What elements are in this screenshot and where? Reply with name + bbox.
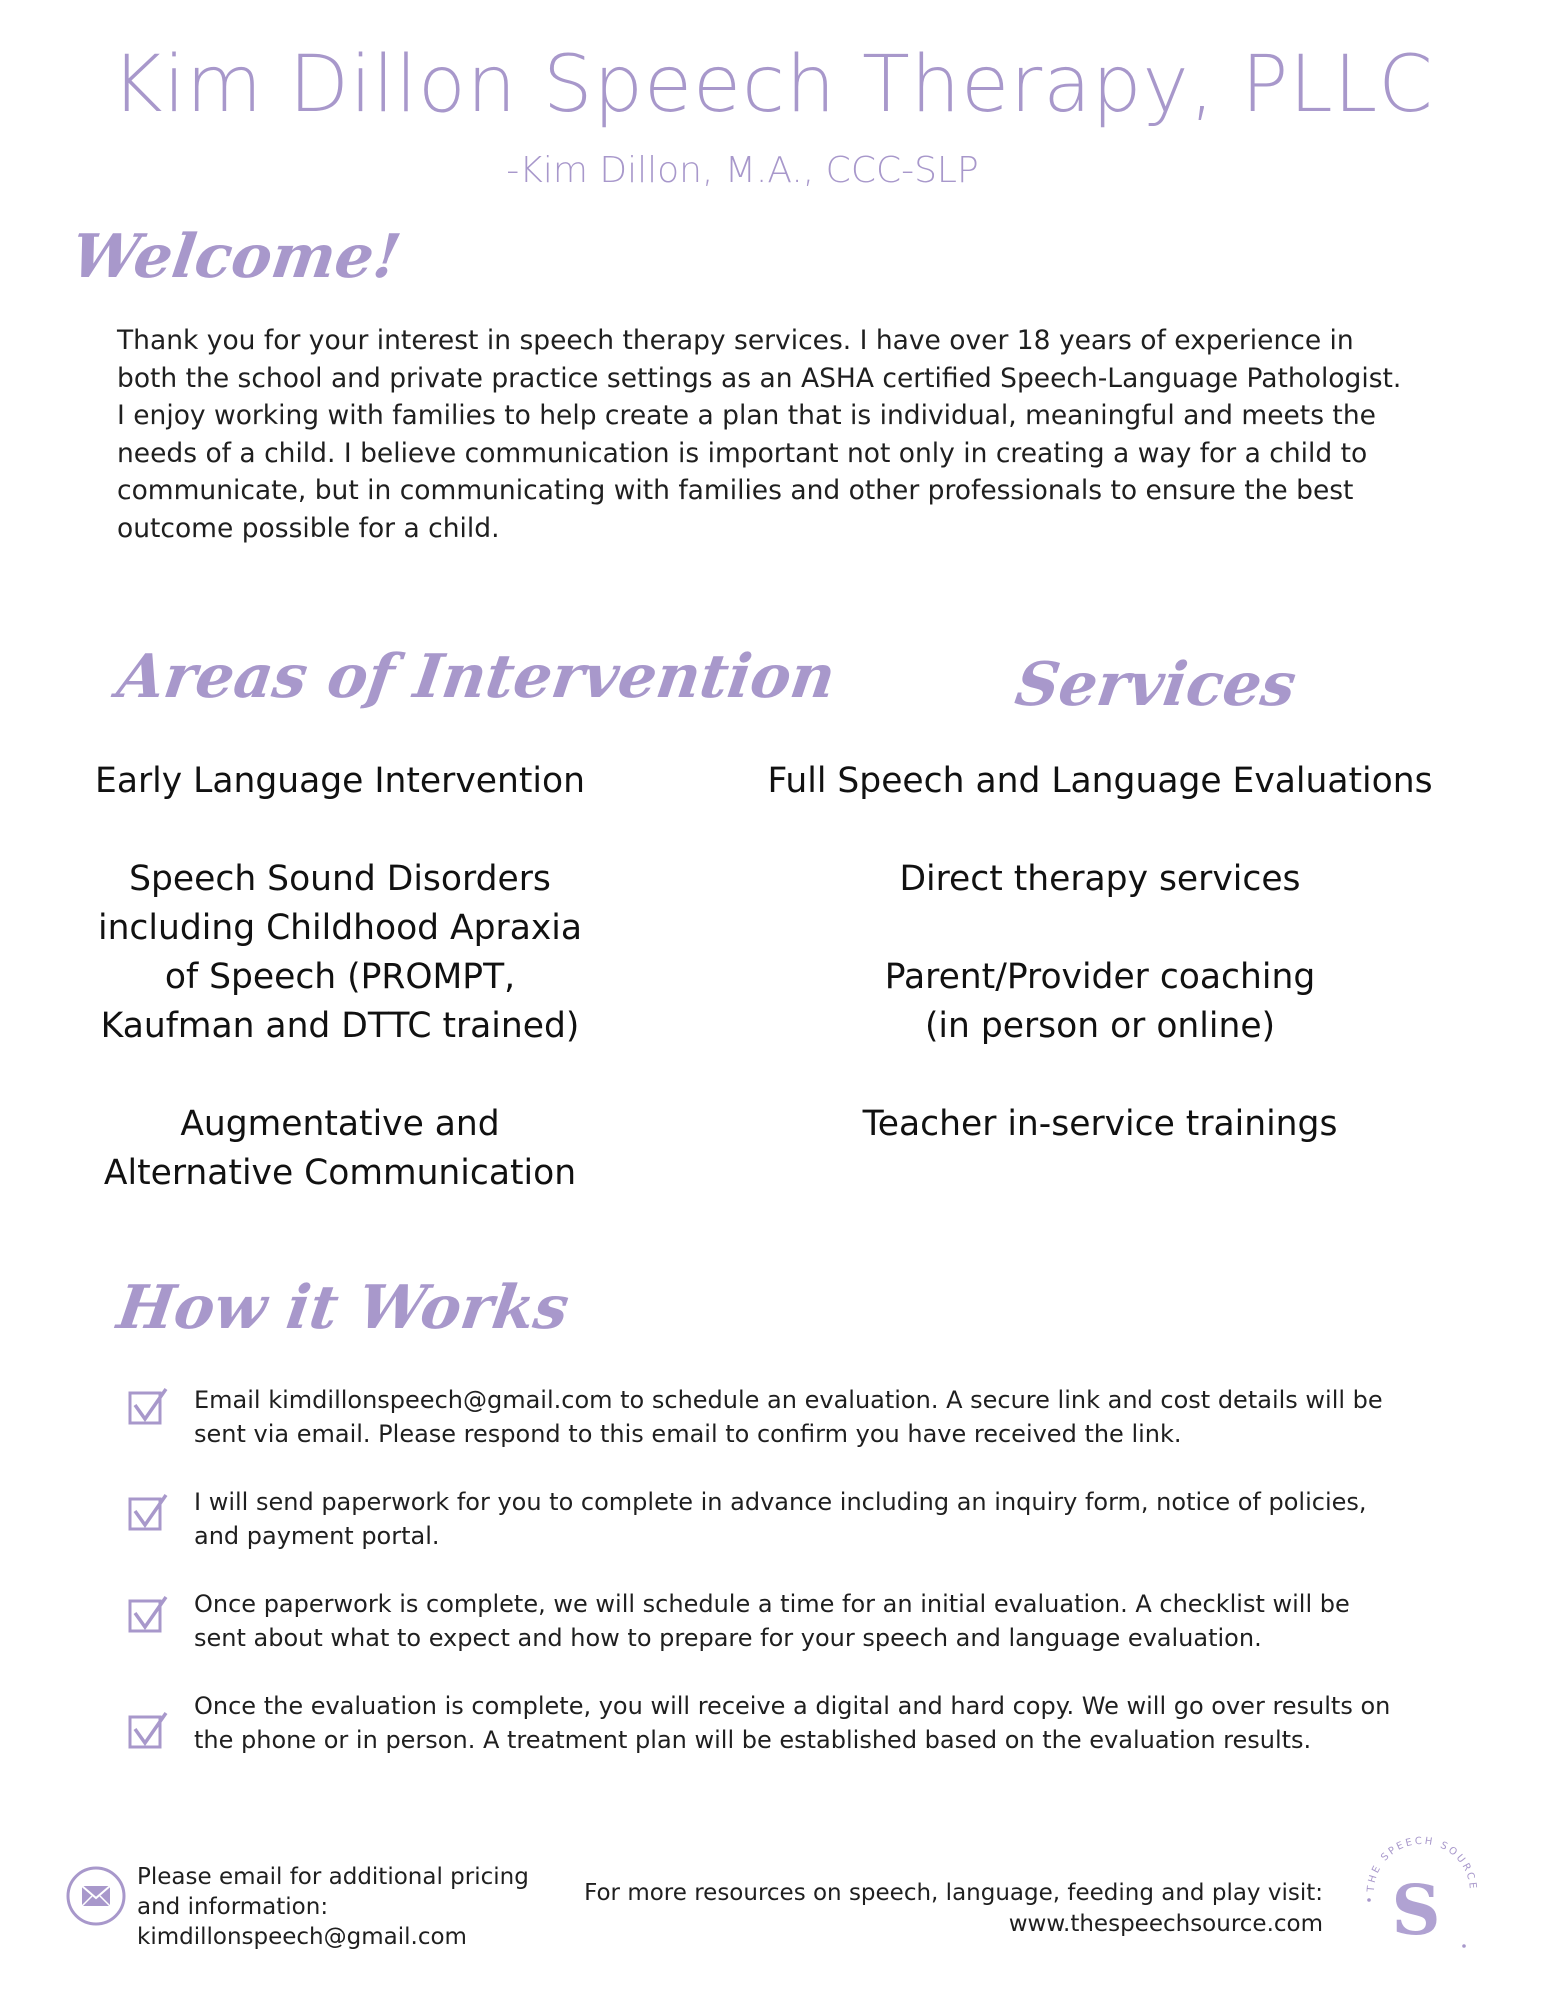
checkbox-check-icon: [128, 1711, 168, 1751]
areas-item: Augmentative and Alternative Communication: [103, 1104, 577, 1193]
checkbox-check-icon: [128, 1595, 168, 1635]
step-text: Email kimdillonspeech@gmail.com to schedule an evaluation. A secure link and cost details will be sent via email. Please respond to this email to confirm you have received the link.: [194, 1386, 1383, 1448]
logo-ring-text: THE SPEECH SOURCE: [1365, 1835, 1479, 1893]
step-item: [128, 1689, 1408, 1757]
services-heading: Services: [1011, 650, 1301, 720]
footer-contact-line: Please email for additional pricing: [137, 1864, 529, 1890]
services-item: Direct therapy services: [899, 859, 1301, 899]
footer-contact: [137, 1862, 529, 1952]
step-text: Once paperwork is complete, we will schedule a time for an initial evaluation. A checklist will be sent about what to expect and how to prepare for your speech and language evaluation.: [194, 1590, 1350, 1652]
step-item: [128, 1485, 1408, 1553]
welcome-heading: Welcome!: [67, 222, 405, 292]
step-item: [128, 1587, 1408, 1655]
areas-list: [80, 757, 600, 1247]
services-item: Full Speech and Language Evaluations: [767, 761, 1433, 801]
footer-resources-link[interactable]: www.thespeechsource.com: [1008, 1911, 1323, 1937]
page-subtitle: -Kim Dillon, M.A., CCC-SLP: [506, 150, 979, 191]
checkbox-check-icon: [128, 1387, 168, 1427]
welcome-paragraph: Thank you for your interest in speech therapy services. I have over 18 years of experience in both the school and private practice settings as an ASHA certified Speech-Language Pathologist. I enjoy working with families to help create a plan that is individual, meaningful and meets the needs of a child. I believe communication is important not only in creating a way for a child to communicate, but in communicating with families and other professionals to ensure the best outcome possible for a child.: [117, 325, 1402, 544]
services-item: Parent/Provider coaching (in person or online): [884, 957, 1316, 1046]
areas-item: Speech Sound Disorders including Childhood Apraxia of Speech (PROMPT, Kaufman and DTTC trained): [97, 859, 583, 1046]
footer-contact-email[interactable]: kimdillonspeech@gmail.com: [137, 1924, 467, 1950]
step-item: [128, 1383, 1408, 1451]
logo-letter: S: [1391, 1871, 1441, 1951]
areas-item: Early Language Intervention: [95, 761, 585, 801]
footer-resources-text: For more resources on speech, language, feeding and play visit:: [584, 1880, 1323, 1906]
step-text: I will send paperwork for you to complete in advance including an inquiry form, notice of policies, and payment portal.: [194, 1488, 1367, 1550]
step-text: Once the evaluation is complete, you will receive a digital and hard copy. We will go over results on the phone or in person. A treatment plan will be established based on the evaluation results.: [194, 1692, 1391, 1754]
areas-heading: Areas of Intervention: [113, 642, 840, 712]
envelope-icon: [66, 1866, 126, 1926]
services-item: Teacher in-service trainings: [862, 1104, 1338, 1144]
page-title: Kim Dillon Speech Therapy, PLLC: [111, 40, 1434, 130]
footer-resources: [560, 1878, 1323, 1940]
checkbox-check-icon: [128, 1493, 168, 1533]
how-it-works-heading: How it Works: [113, 1273, 574, 1343]
steps-list: [128, 1383, 1408, 1757]
footer-contact-line: and information:: [137, 1894, 329, 1920]
speech-source-logo: [1350, 1830, 1490, 1970]
services-list: [730, 757, 1470, 1198]
